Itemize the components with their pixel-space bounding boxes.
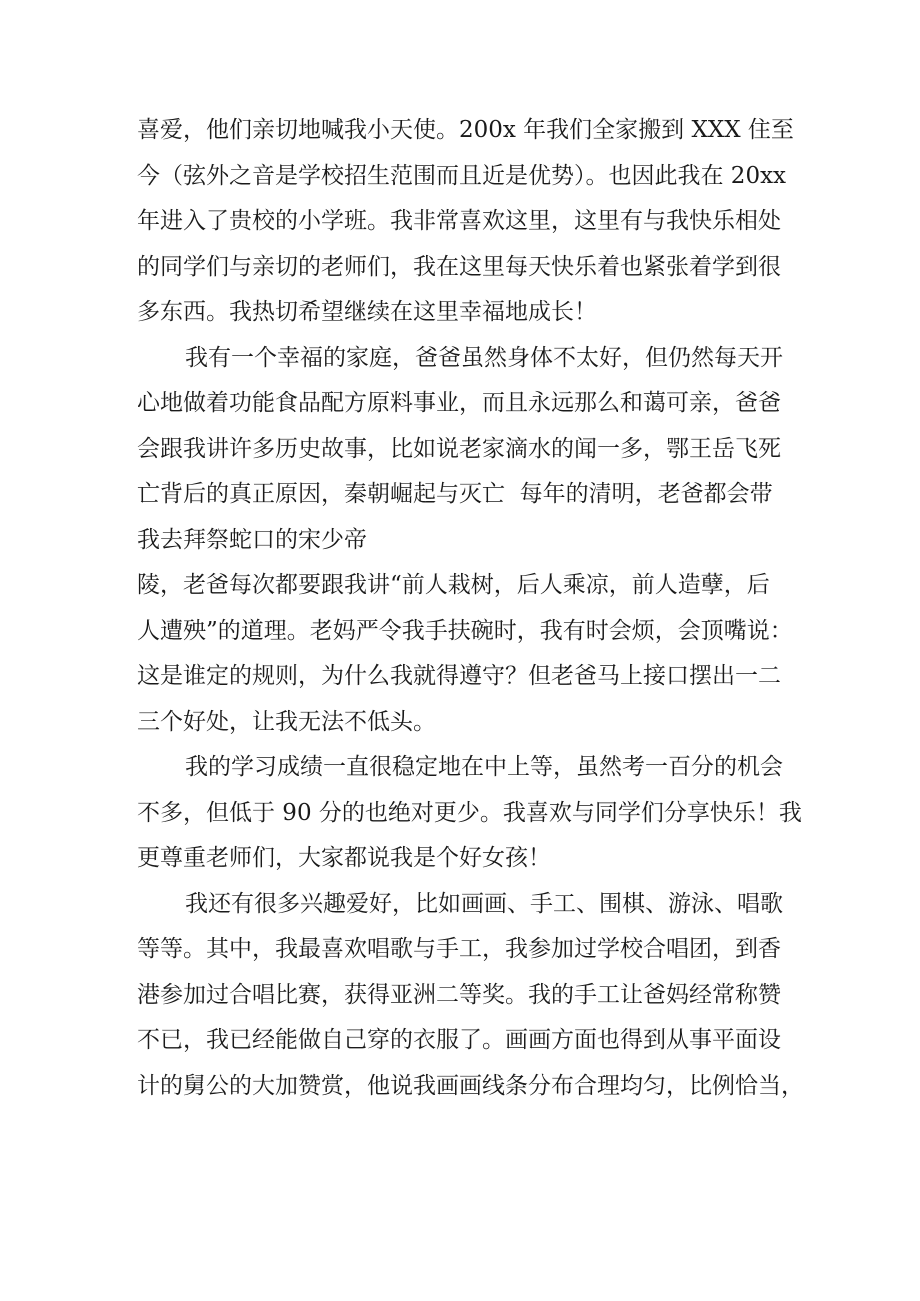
text-line: 等等。其中，我最喜欢唱歌与手工，我参加过学校合唱团，到香 — [137, 936, 781, 962]
text-line: 心地做着功能食品配方原料事业，而且永远那么和蔼可亲，爸爸 — [137, 390, 781, 416]
text-line: 的同学们与亲切的老师们，我在这里每天快乐着也紧张着学到很 — [137, 253, 781, 280]
paragraph-first-line: 我有一个幸福的家庭，爸爸虽然身体不太好，但仍然每天开 — [185, 344, 783, 371]
paragraph-first-line: 我的学习成绩一直很稳定地在中上等，虽然考一百分的机会 — [185, 754, 783, 780]
text-line: 计的舅公的大加赞赏，他说我画画线条分布合理均匀，比例恰当， — [137, 1072, 804, 1099]
text-line: 更尊重老师们，大家都说我是个好女孩！ — [137, 845, 551, 871]
text-line: 会跟我讲许多历史故事，比如说老家滴水的闻一多，鄂王岳飞死 — [137, 435, 781, 462]
text-line: 不已，我已经能做自己穿的衣服了。画画方面也得到从事平面设 — [137, 1027, 781, 1053]
text-line: 这是谁定的规则，为什么我就得遵守？但老爸马上接口摆出一二 — [137, 663, 781, 689]
text-line: 人遭殃”的道理。老妈严令我手扶碗时，我有时会烦，会顶嘴说： — [137, 617, 793, 644]
text-line: 三个好处，让我无法不低头。 — [137, 708, 436, 735]
text-line: 亡背后的真正原因，秦朝崛起与灭亡 每年的清明，老爸都会带 — [137, 481, 773, 507]
text-line: 多东西。我热切希望继续在这里幸福地成长！ — [137, 299, 597, 325]
text-line: 年进入了贵校的小学班。我非常喜欢这里，这里有与我快乐相处 — [137, 208, 781, 234]
text-line: 我去拜祭蛇口的宋少帝 — [137, 526, 367, 553]
text-line: 港参加过合唱比赛，获得亚洲二等奖。我的手工让爸妈经常称赞 — [137, 981, 781, 1008]
text-line: 喜爱，他们亲切地喊我小天使。200x 年我们全家搬到 XXX 住至 — [137, 117, 794, 143]
text-line: 不多，但低于 90 分的也绝对更少。我喜欢与同学们分享快乐！我 — [137, 799, 802, 826]
paragraph-first-line: 我还有很多兴趣爱好，比如画画、手工、围棋、游泳、唱歌 — [185, 890, 783, 917]
text-line: 今（弦外之音是学校招生范围而且近是优势）。也因此我在 20xx — [137, 162, 787, 189]
text-line: 陵，老爸每次都要跟我讲“前人栽树，后人乘凉，前人造孽，后 — [137, 572, 770, 598]
document-body — [137, 108, 804, 1109]
